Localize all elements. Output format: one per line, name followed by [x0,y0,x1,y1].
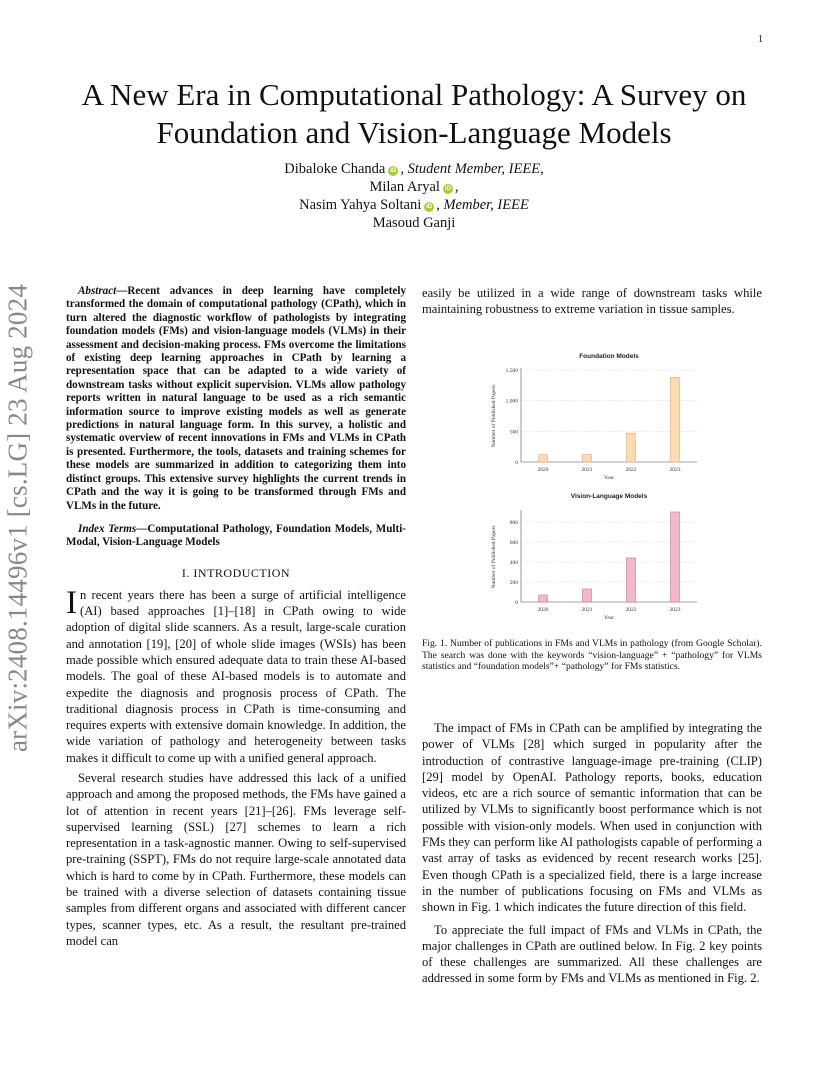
orcid-icon[interactable]: iD [444,186,451,192]
y-tick-label: 500 [509,429,518,436]
bar-2023 [671,377,680,462]
left-column [66,285,406,949]
publication-charts [485,348,705,628]
bar-2021 [583,455,592,462]
right-column-top [422,285,762,318]
orcid-icon[interactable]: iD [426,204,433,210]
drop-cap: I [66,584,77,621]
y-tick-label: 200 [509,580,518,586]
bar-2022 [627,433,636,462]
bar-2022 [627,558,636,602]
x-tick-label: 2022 [625,607,637,613]
x-axis-label: Year [603,615,615,621]
y-tick-label: 400 [509,560,518,566]
bar-2020 [539,595,548,602]
y-axis-label: Number of Published Papers [491,525,497,589]
x-tick-label: 2021 [581,607,593,613]
y-tick-label: 1,500 [505,368,518,374]
section-heading: I. INTRODUCTION [181,565,291,580]
x-tick-label: 2020 [537,467,549,473]
page-number: 1 [758,34,763,45]
x-tick-label: 2022 [625,467,637,473]
orcid-icon[interactable]: iD [390,168,397,174]
chart-title: Vision-Language Models [570,493,648,500]
author-4: Masoud Ganji [372,215,456,231]
bar-2023 [671,512,680,602]
right-column-body [422,716,762,987]
intro-paragraph-2: Several research studies have addressed this lack of a unified approach and among the proposed methods, the FMs have gained a lot of attention in recent years [21]–[26]. FMs leverage self-supervised learning (SSL) [27] schemes to learn a rich representation in a task-agnostic manner. Owing to self-supervised pre-training (SSPT), FMs do not require large-scale annotated data which is hard to come by in CPath. Furthermore, these models can be trained with a diverse selection of datasets containing tissue samples from different organs and associated with different cancer types, scanner types, etc. As a result, the resultant pre-trained model can [66,770,406,948]
continued-paragraph: easily be utilized in a wide range of downstream tasks while maintaining robustness to extreme variation in tissue samples. [422,286,762,317]
x-tick-label: 2023 [669,467,681,473]
bar-2020 [539,455,548,462]
y-tick-label: 1,000 [505,398,518,405]
abstract: Abstract—Recent advances in deep learning have completely transformed the domain of computational pathology (CPath), which in turn altered the diagnostic workflow of pathologists by integrating foundation models (FMs) and vision-language models (VLMs) in their assessment and decision-making process. FMs overcome the limitations of existing deep learning approaches in CPath by learning a representation space that can be adapted to a wide variety of downstream tasks without explicit supervision. VLMs allow pathology reports written in natural language to be used as a rich semantic information source to improve existing models as well as generate predictions in natural language form. In this survey, a holistic and systematic overview of recent innovations in FMs and VLMs in CPath is presented. Furthermore, the tools, datasets and training schemes for these models are summarized in addition to categorizing them into distinct groups. This extensive survey highlights the current trends in CPath and the way it is going to be transformed through FMs and VLMs in the future. [66,285,406,512]
intro-paragraph-1: In recent years there has been a surge of artificial intelligence (AI) based approaches [1]–[18] in CPath owing to wide adoption of digital slide scanners. As a result, large-scale curation and annotation [19], [20] of whole slide images (WSIs) has been made possible which ensured adequate data to train these AI-based models. The goal of these AI-based models is to automate and expedite the diagnosis and prognosis process of CPath. The traditional diagnosis process in CPath is time-consuming and requires experts with extensive domain knowledge. In addition, the wide variation of pathology and heterogeneity between tasks makes it difficult to come up with a unified general approach. [66,584,406,765]
paper-title: A New Era in Computational Pathology: A Survey on Foundation and Vision-Language Models [81,77,747,150]
x-tick-label: 2023 [669,607,681,613]
author-list [190,160,638,232]
figure-1 [485,348,705,628]
chart-title: Foundation Models [579,353,639,360]
figure-caption: Fig. 1. Number of publications in FMs and VLMs in pathology (from Google Scholar). The search was done with the keywords “vision-language” + “pathology” for VLMs statistics and “foundation models”+ “pathology” for FMs statistics. [422,638,762,673]
bar-2021 [583,589,592,602]
x-tick-label: 2021 [581,467,593,473]
x-tick-label: 2020 [537,607,549,613]
author-1: Dibaloke Chanda iD , Student Member, IEEE, [284,161,544,177]
y-tick-label: 600 [509,540,518,546]
y-tick-label: 0 [515,600,518,606]
right-paragraph-2: To appreciate the full impact of FMs and VLMs in CPath, the major challenges in CPath are outlined below. In Fig. 2 key points of these challenges are summarized. All these challenges are addressed in some form by FMs and VLMs as mentioned in Fig. 2. [422,922,762,986]
y-tick-label: 800 [509,520,518,526]
y-axis-label: Number of Published Papers [491,384,497,448]
x-axis-label: Year [603,475,615,481]
y-tick-label: 0 [515,460,518,466]
author-2: Milan Aryal iD , [369,179,459,195]
author-3: Nasim Yahya Soltani iD , Member, IEEE [299,197,529,213]
right-paragraph-1: The impact of FMs in CPath can be amplified by integrating the power of VLMs [28] which surged in popularity after the introduction of contrastive language-image pre-training (CLIP) [29] model by OpenAI. Pathology reports, books, education videos, etc are a rich source of semantic information that can be utilized by VLMs to significantly boost performance which is not possible with vision-only models. When used in conjunction with FMs they can perform like AI pathologists capable of performing a vast array of tasks as evidenced by recent research works [25]. Even though CPath is a specialized field, there is a large increase in the number of publications focusing on FMs and VLMs as shown in Fig. 1 which indicates the future direction of this field. [422,721,762,915]
index-terms: Index Terms—Computational Pathology, Foundation Models, Multi-Modal, Vision-Language Models [66,522,406,549]
